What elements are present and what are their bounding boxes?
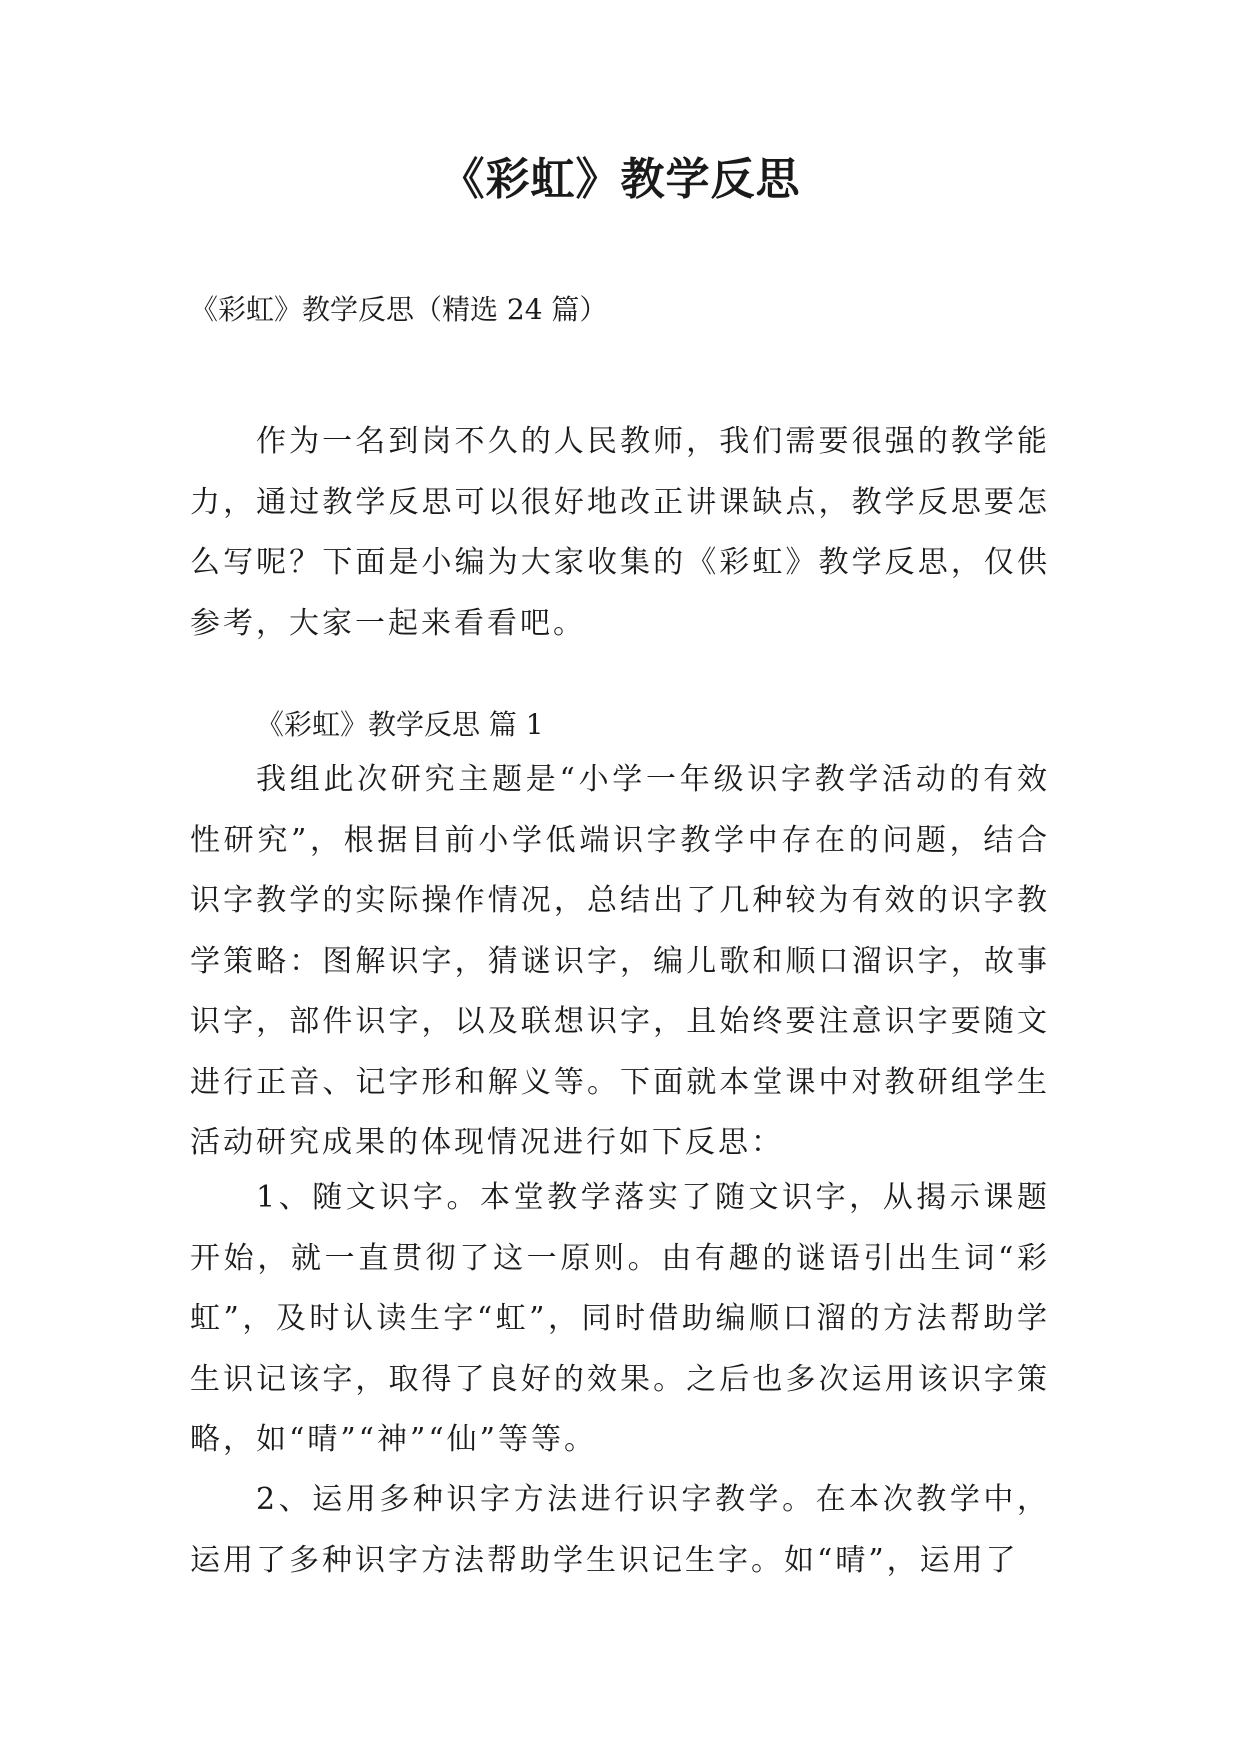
intro-paragraph: 作为一名到岗不久的人民教师，我们需要很强的教学能力，通过教学反思可以很好地改正讲课缺点，教学反思要怎么写呢？下面是小编为大家收集的《彩虹》教学反思，仅供参考，大家一起来看看吧。 <box>190 424 1050 641</box>
document-title: 《彩虹》教学反思 <box>440 154 801 205</box>
body-paragraph: 2、运用多种识字方法进行识字教学。在本次教学中，运用了多种识字方法帮助学生识记生字。如“晴”，运用了 <box>190 1482 1050 1578</box>
document-subtitle: 《彩虹》教学反思（精选 24 篇） <box>190 293 608 326</box>
body-paragraph: 我组此次研究主题是“小学一年级识字教学活动的有效性研究”，根据目前小学低端识字教学中存在的问题，结合识字教学的实际操作情况，总结出了几种较为有效的识字教学策略：图解识字，猜谜识字，编儿歌和顺口溜识字，故事识字，部件识字，以及联想识字，且始终要注意识字要随文进行正音、记字形和解义等。下面就本堂课中对教研组学生活动研究成果的体现情况进行如下反思： <box>190 762 1050 1160</box>
section-heading: 《彩虹》教学反思 篇 1 <box>256 708 544 741</box>
body-paragraph: 1、随文识字。本堂教学落实了随文识字，从揭示课题开始，就一直贯彻了这一原则。由有趣的谜语引出生词“彩虹”，及时认读生字“虹”，同时借助编顺口溜的方法帮助学生识记该字，取得了良好的效果。之后也多次运用该识字策略，如“晴”“神”“仙”等等。 <box>190 1180 1050 1457</box>
